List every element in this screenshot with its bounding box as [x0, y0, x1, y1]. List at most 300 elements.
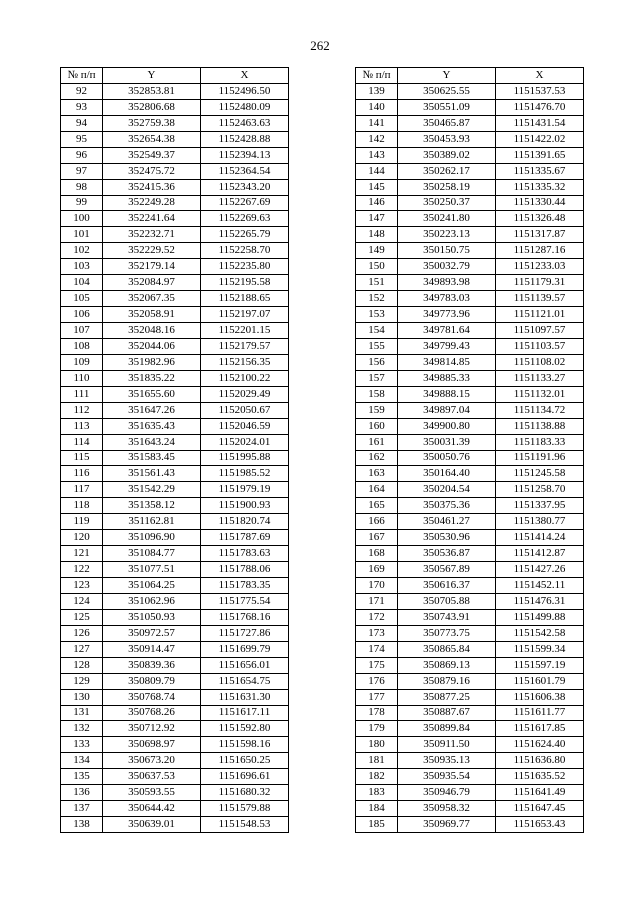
y-coordinate-cell: 351084.77 [103, 546, 201, 562]
point-number-cell: 163 [356, 466, 398, 482]
y-coordinate-cell: 350644.42 [103, 801, 201, 817]
y-coordinate-cell: 351096.90 [103, 530, 201, 546]
x-coordinate-cell: 1151258.70 [496, 482, 584, 498]
point-number-cell: 148 [356, 227, 398, 243]
table-row [61, 370, 289, 386]
y-coordinate-cell: 351561.43 [103, 466, 201, 482]
point-number-cell: 98 [61, 179, 103, 195]
x-coordinate-cell: 1151412.87 [496, 546, 584, 562]
x-coordinate-cell: 1151233.03 [496, 259, 584, 275]
point-number-cell: 164 [356, 482, 398, 498]
table-row [356, 593, 584, 609]
x-coordinate-cell: 1151317.87 [496, 227, 584, 243]
point-number-cell: 161 [356, 434, 398, 450]
y-coordinate-cell: 349893.98 [398, 275, 496, 291]
y-coordinate-cell: 350551.09 [398, 99, 496, 115]
x-coordinate-cell: 1151103.57 [496, 338, 584, 354]
point-number-cell: 137 [61, 801, 103, 817]
table-row [356, 275, 584, 291]
x-coordinate-cell: 1152269.63 [201, 211, 289, 227]
x-coordinate-cell: 1151548.53 [201, 817, 289, 833]
point-number-cell: 107 [61, 323, 103, 339]
table-row [61, 737, 289, 753]
point-number-cell: 108 [61, 338, 103, 354]
point-number-cell: 177 [356, 689, 398, 705]
y-coordinate-cell: 352048.16 [103, 323, 201, 339]
x-coordinate-cell: 1152197.07 [201, 307, 289, 323]
point-number-cell: 95 [61, 131, 103, 147]
y-coordinate-cell: 351358.12 [103, 498, 201, 514]
point-number-cell: 118 [61, 498, 103, 514]
coordinates-table-left [60, 67, 289, 833]
y-coordinate-cell: 351062.96 [103, 593, 201, 609]
table-row [61, 259, 289, 275]
point-number-cell: 121 [61, 546, 103, 562]
x-coordinate-cell: 1151631.30 [201, 689, 289, 705]
x-coordinate-cell: 1152046.59 [201, 418, 289, 434]
x-coordinate-cell: 1151335.32 [496, 179, 584, 195]
point-number-cell: 105 [61, 291, 103, 307]
point-number-cell: 106 [61, 307, 103, 323]
point-number-cell: 132 [61, 721, 103, 737]
y-coordinate-cell: 352179.14 [103, 259, 201, 275]
point-number-cell: 123 [61, 578, 103, 594]
x-coordinate-cell: 1151183.33 [496, 434, 584, 450]
x-coordinate-cell: 1151134.72 [496, 402, 584, 418]
y-coordinate-cell: 349900.80 [398, 418, 496, 434]
table-row [61, 593, 289, 609]
table-row [61, 530, 289, 546]
table-row [61, 386, 289, 402]
point-number-cell: 104 [61, 275, 103, 291]
x-coordinate-cell: 1151335.67 [496, 163, 584, 179]
point-number-cell: 176 [356, 673, 398, 689]
x-coordinate-cell: 1151606.38 [496, 689, 584, 705]
table-row [356, 801, 584, 817]
table-row [356, 482, 584, 498]
y-coordinate-cell: 351982.96 [103, 354, 201, 370]
point-number-cell: 109 [61, 354, 103, 370]
point-number-cell: 174 [356, 641, 398, 657]
x-coordinate-cell: 1152258.70 [201, 243, 289, 259]
x-coordinate-cell: 1151121.01 [496, 307, 584, 323]
table-row [356, 817, 584, 833]
table-row [61, 625, 289, 641]
y-coordinate-cell: 350773.75 [398, 625, 496, 641]
x-coordinate-cell: 1151499.88 [496, 609, 584, 625]
table-row [356, 259, 584, 275]
y-coordinate-cell: 351542.29 [103, 482, 201, 498]
point-number-cell: 166 [356, 514, 398, 530]
table-row [61, 785, 289, 801]
y-coordinate-cell: 352415.36 [103, 179, 201, 195]
point-number-cell: 155 [356, 338, 398, 354]
x-coordinate-cell: 1151788.06 [201, 562, 289, 578]
y-coordinate-cell: 351077.51 [103, 562, 201, 578]
table-row [61, 657, 289, 673]
y-coordinate-cell: 350031.39 [398, 434, 496, 450]
table-row [61, 562, 289, 578]
y-coordinate-cell: 352067.35 [103, 291, 201, 307]
point-number-cell: 133 [61, 737, 103, 753]
y-coordinate-cell: 351655.60 [103, 386, 201, 402]
y-coordinate-cell: 352759.38 [103, 115, 201, 131]
x-coordinate-cell: 1152195.58 [201, 275, 289, 291]
point-number-cell: 185 [356, 817, 398, 833]
y-coordinate-cell: 352475.72 [103, 163, 201, 179]
y-coordinate-cell: 350536.87 [398, 546, 496, 562]
y-coordinate-cell: 352229.52 [103, 243, 201, 259]
y-coordinate-cell: 352058.91 [103, 307, 201, 323]
y-coordinate-cell: 350465.87 [398, 115, 496, 131]
table-row [356, 769, 584, 785]
x-coordinate-cell: 1151598.16 [201, 737, 289, 753]
table-row [356, 578, 584, 594]
x-coordinate-cell: 1151132.01 [496, 386, 584, 402]
point-number-cell: 172 [356, 609, 398, 625]
point-number-cell: 122 [61, 562, 103, 578]
point-number-cell: 92 [61, 83, 103, 99]
x-coordinate-cell: 1151680.32 [201, 785, 289, 801]
table-row [61, 466, 289, 482]
y-coordinate-cell: 350768.26 [103, 705, 201, 721]
point-number-cell: 184 [356, 801, 398, 817]
table-row [61, 705, 289, 721]
table-row [61, 641, 289, 657]
table-row [356, 354, 584, 370]
table-row [356, 291, 584, 307]
x-coordinate-cell: 1151624.40 [496, 737, 584, 753]
x-coordinate-cell: 1152428.88 [201, 131, 289, 147]
table-header-row [61, 68, 289, 84]
table-row [356, 562, 584, 578]
table-row [61, 418, 289, 434]
x-coordinate-cell: 1151653.43 [496, 817, 584, 833]
point-number-cell: 94 [61, 115, 103, 131]
table-row [356, 514, 584, 530]
y-coordinate-cell: 350389.02 [398, 147, 496, 163]
table-row [356, 625, 584, 641]
y-coordinate-cell: 350673.20 [103, 753, 201, 769]
table-row [61, 673, 289, 689]
x-coordinate-cell: 1151138.88 [496, 418, 584, 434]
y-coordinate-cell: 350530.96 [398, 530, 496, 546]
x-coordinate-cell: 1151431.54 [496, 115, 584, 131]
x-coordinate-cell: 1151597.19 [496, 657, 584, 673]
table-row [61, 482, 289, 498]
point-number-cell: 152 [356, 291, 398, 307]
point-number-cell: 160 [356, 418, 398, 434]
x-coordinate-cell: 1152364.54 [201, 163, 289, 179]
point-number-cell: 145 [356, 179, 398, 195]
table-row [61, 163, 289, 179]
table-row [61, 307, 289, 323]
point-number-cell: 173 [356, 625, 398, 641]
page-number: 262 [310, 38, 330, 53]
table-row [356, 753, 584, 769]
point-number-cell: 157 [356, 370, 398, 386]
point-number-cell: 124 [61, 593, 103, 609]
point-number-cell: 97 [61, 163, 103, 179]
table-row [356, 338, 584, 354]
point-number-cell: 96 [61, 147, 103, 163]
table-row [356, 163, 584, 179]
x-coordinate-cell: 1151699.79 [201, 641, 289, 657]
point-number-cell: 170 [356, 578, 398, 594]
y-coordinate-cell: 350637.53 [103, 769, 201, 785]
y-coordinate-cell: 350453.93 [398, 131, 496, 147]
table-row [61, 131, 289, 147]
y-coordinate-cell: 351635.43 [103, 418, 201, 434]
table-row [61, 179, 289, 195]
y-coordinate-cell: 350899.84 [398, 721, 496, 737]
y-coordinate-cell: 352241.64 [103, 211, 201, 227]
point-number-cell: 111 [61, 386, 103, 402]
x-coordinate-cell: 1151097.57 [496, 323, 584, 339]
y-coordinate-cell: 350809.79 [103, 673, 201, 689]
point-number-cell: 120 [61, 530, 103, 546]
y-coordinate-cell: 350877.25 [398, 689, 496, 705]
table-row [61, 817, 289, 833]
x-coordinate-cell: 1151900.93 [201, 498, 289, 514]
point-number-cell: 114 [61, 434, 103, 450]
y-coordinate-cell: 350879.16 [398, 673, 496, 689]
table-row [356, 227, 584, 243]
table-row [356, 721, 584, 737]
x-coordinate-cell: 1151330.44 [496, 195, 584, 211]
coordinates-table-right [355, 67, 584, 833]
point-number-cell: 141 [356, 115, 398, 131]
x-coordinate-cell: 1151476.70 [496, 99, 584, 115]
y-coordinate-cell: 350935.54 [398, 769, 496, 785]
x-coordinate-cell: 1152394.13 [201, 147, 289, 163]
x-coordinate-cell: 1151476.31 [496, 593, 584, 609]
x-coordinate-cell: 1151245.58 [496, 466, 584, 482]
table-row [61, 402, 289, 418]
x-coordinate-cell: 1151636.80 [496, 753, 584, 769]
x-coordinate-cell: 1152156.35 [201, 354, 289, 370]
y-coordinate-cell: 350223.13 [398, 227, 496, 243]
x-coordinate-cell: 1152201.15 [201, 323, 289, 339]
y-coordinate-cell: 350839.36 [103, 657, 201, 673]
x-coordinate-cell: 1152267.69 [201, 195, 289, 211]
x-coordinate-cell: 1151775.54 [201, 593, 289, 609]
y-coordinate-cell: 350914.47 [103, 641, 201, 657]
y-coordinate-cell: 350698.97 [103, 737, 201, 753]
table-row [61, 243, 289, 259]
table-row [61, 291, 289, 307]
point-number-cell: 138 [61, 817, 103, 833]
table-row [61, 434, 289, 450]
table-row [356, 546, 584, 562]
y-coordinate-cell: 350958.32 [398, 801, 496, 817]
y-coordinate-cell: 352654.38 [103, 131, 201, 147]
y-coordinate-cell: 350204.54 [398, 482, 496, 498]
header-y: Y [398, 68, 496, 84]
point-number-cell: 151 [356, 275, 398, 291]
point-number-cell: 168 [356, 546, 398, 562]
point-number-cell: 134 [61, 753, 103, 769]
x-coordinate-cell: 1151635.52 [496, 769, 584, 785]
table-row [61, 498, 289, 514]
x-coordinate-cell: 1151601.79 [496, 673, 584, 689]
x-coordinate-cell: 1151617.85 [496, 721, 584, 737]
table-row [356, 498, 584, 514]
x-coordinate-cell: 1152496.50 [201, 83, 289, 99]
point-number-cell: 178 [356, 705, 398, 721]
point-number-cell: 102 [61, 243, 103, 259]
y-coordinate-cell: 349814.85 [398, 354, 496, 370]
table-row [356, 99, 584, 115]
point-number-cell: 125 [61, 609, 103, 625]
table-row [356, 418, 584, 434]
y-coordinate-cell: 349885.33 [398, 370, 496, 386]
table-row [356, 530, 584, 546]
table-row [61, 211, 289, 227]
y-coordinate-cell: 352549.37 [103, 147, 201, 163]
y-coordinate-cell: 351835.22 [103, 370, 201, 386]
y-coordinate-cell: 350743.91 [398, 609, 496, 625]
y-coordinate-cell: 350946.79 [398, 785, 496, 801]
y-coordinate-cell: 350032.79 [398, 259, 496, 275]
point-number-cell: 149 [356, 243, 398, 259]
point-number-cell: 139 [356, 83, 398, 99]
table-row [61, 115, 289, 131]
x-coordinate-cell: 1151391.65 [496, 147, 584, 163]
table-row [356, 131, 584, 147]
point-number-cell: 128 [61, 657, 103, 673]
point-number-cell: 116 [61, 466, 103, 482]
x-coordinate-cell: 1152029.49 [201, 386, 289, 402]
x-coordinate-cell: 1152024.01 [201, 434, 289, 450]
x-coordinate-cell: 1151422.02 [496, 131, 584, 147]
y-coordinate-cell: 350625.55 [398, 83, 496, 99]
table-row [61, 338, 289, 354]
table-row [356, 179, 584, 195]
x-coordinate-cell: 1151179.31 [496, 275, 584, 291]
point-number-cell: 175 [356, 657, 398, 673]
x-coordinate-cell: 1151326.48 [496, 211, 584, 227]
point-number-cell: 162 [356, 450, 398, 466]
table-row [356, 737, 584, 753]
table-row [356, 657, 584, 673]
table-body-left [61, 83, 289, 832]
table-row [61, 99, 289, 115]
x-coordinate-cell: 1151654.75 [201, 673, 289, 689]
x-coordinate-cell: 1152188.65 [201, 291, 289, 307]
header-number: № п/п [356, 68, 398, 84]
x-coordinate-cell: 1151337.95 [496, 498, 584, 514]
point-number-cell: 154 [356, 323, 398, 339]
header-x: X [201, 68, 289, 84]
point-number-cell: 101 [61, 227, 103, 243]
table-row [61, 450, 289, 466]
y-coordinate-cell: 352249.28 [103, 195, 201, 211]
y-coordinate-cell: 349783.03 [398, 291, 496, 307]
point-number-cell: 140 [356, 99, 398, 115]
x-coordinate-cell: 1152179.57 [201, 338, 289, 354]
x-coordinate-cell: 1151979.19 [201, 482, 289, 498]
point-number-cell: 100 [61, 211, 103, 227]
y-coordinate-cell: 352232.71 [103, 227, 201, 243]
table-row [61, 721, 289, 737]
table-header-row [356, 68, 584, 84]
y-coordinate-cell: 351583.45 [103, 450, 201, 466]
x-coordinate-cell: 1151611.77 [496, 705, 584, 721]
table-row [356, 147, 584, 163]
x-coordinate-cell: 1152100.22 [201, 370, 289, 386]
y-coordinate-cell: 349781.64 [398, 323, 496, 339]
table-row [61, 514, 289, 530]
table-row [61, 609, 289, 625]
y-coordinate-cell: 349799.43 [398, 338, 496, 354]
x-coordinate-cell: 1151108.02 [496, 354, 584, 370]
y-coordinate-cell: 352806.68 [103, 99, 201, 115]
x-coordinate-cell: 1151768.16 [201, 609, 289, 625]
y-coordinate-cell: 350869.13 [398, 657, 496, 673]
x-coordinate-cell: 1151647.45 [496, 801, 584, 817]
x-coordinate-cell: 1152050.67 [201, 402, 289, 418]
x-coordinate-cell: 1151656.01 [201, 657, 289, 673]
x-coordinate-cell: 1151380.77 [496, 514, 584, 530]
table-row [356, 386, 584, 402]
table-row [356, 307, 584, 323]
x-coordinate-cell: 1151696.61 [201, 769, 289, 785]
y-coordinate-cell: 350241.80 [398, 211, 496, 227]
point-number-cell: 171 [356, 593, 398, 609]
table-row [61, 578, 289, 594]
y-coordinate-cell: 351050.93 [103, 609, 201, 625]
y-coordinate-cell: 351647.26 [103, 402, 201, 418]
point-number-cell: 131 [61, 705, 103, 721]
point-number-cell: 130 [61, 689, 103, 705]
x-coordinate-cell: 1152265.79 [201, 227, 289, 243]
y-coordinate-cell: 351643.24 [103, 434, 201, 450]
table-row [356, 705, 584, 721]
y-coordinate-cell: 350768.74 [103, 689, 201, 705]
table-row [61, 753, 289, 769]
y-coordinate-cell: 350969.77 [398, 817, 496, 833]
x-coordinate-cell: 1151427.26 [496, 562, 584, 578]
x-coordinate-cell: 1151414.24 [496, 530, 584, 546]
point-number-cell: 112 [61, 402, 103, 418]
table-row [356, 609, 584, 625]
y-coordinate-cell: 350262.17 [398, 163, 496, 179]
y-coordinate-cell: 350616.37 [398, 578, 496, 594]
x-coordinate-cell: 1151287.16 [496, 243, 584, 259]
table-row [356, 195, 584, 211]
point-number-cell: 167 [356, 530, 398, 546]
y-coordinate-cell: 350935.13 [398, 753, 496, 769]
x-coordinate-cell: 1151985.52 [201, 466, 289, 482]
x-coordinate-cell: 1151139.57 [496, 291, 584, 307]
point-number-cell: 165 [356, 498, 398, 514]
table-row [61, 546, 289, 562]
y-coordinate-cell: 350258.19 [398, 179, 496, 195]
point-number-cell: 183 [356, 785, 398, 801]
table-row [356, 689, 584, 705]
point-number-cell: 119 [61, 514, 103, 530]
header-x: X [496, 68, 584, 84]
y-coordinate-cell: 349897.04 [398, 402, 496, 418]
y-coordinate-cell: 350150.75 [398, 243, 496, 259]
y-coordinate-cell: 350911.50 [398, 737, 496, 753]
y-coordinate-cell: 352084.97 [103, 275, 201, 291]
point-number-cell: 181 [356, 753, 398, 769]
x-coordinate-cell: 1151599.34 [496, 641, 584, 657]
x-coordinate-cell: 1152343.20 [201, 179, 289, 195]
y-coordinate-cell: 350705.88 [398, 593, 496, 609]
